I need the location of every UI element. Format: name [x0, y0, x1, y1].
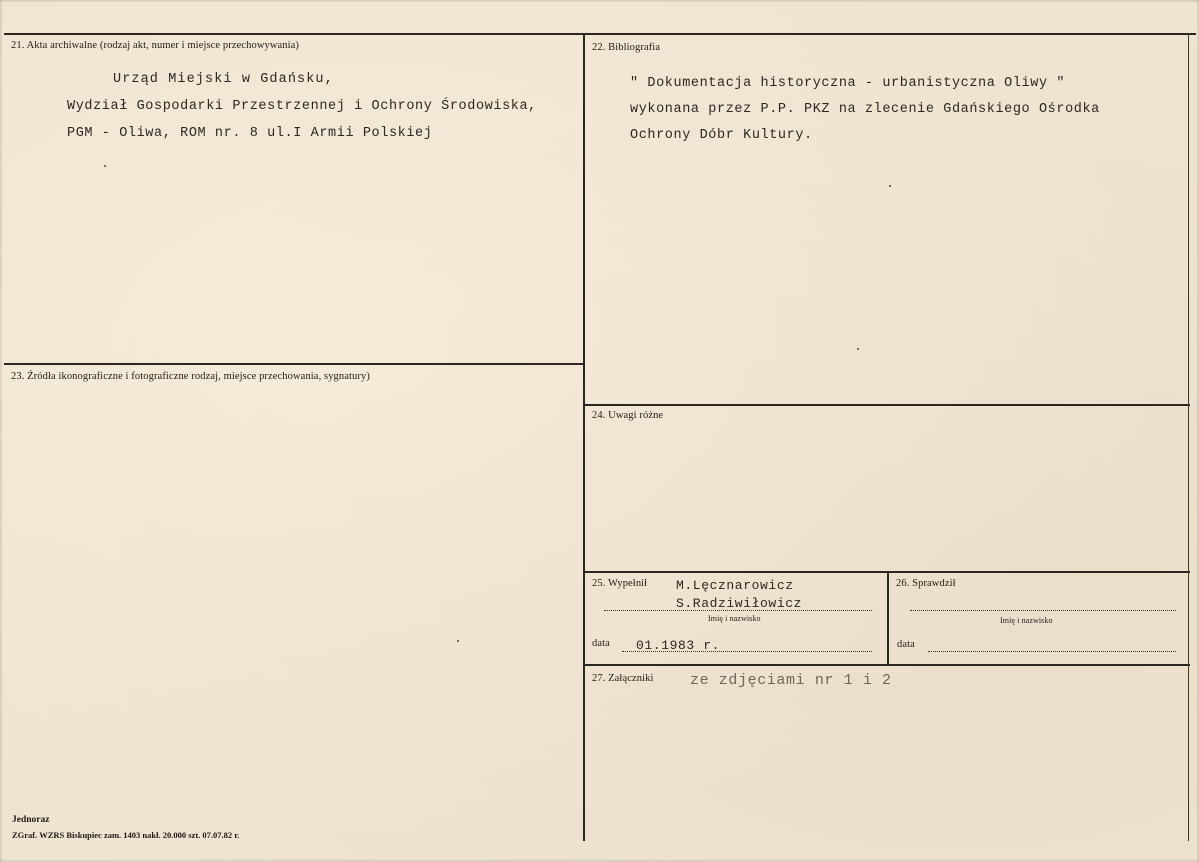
section-25-name-caption: Imię i nazwisko — [708, 614, 761, 623]
section-21-label: 21. Akta archiwalne (rodzaj akt, numer i miejsce przechowywania) — [11, 40, 300, 51]
paper-speck — [457, 640, 459, 642]
center-divider — [583, 33, 585, 841]
section-26-name-caption: Imię i nazwisko — [1000, 616, 1053, 625]
section-23-label: 23. Źródła ikonograficzne i fotograficzne rodzaj, miejsce przechowania, sygnatury) — [11, 371, 370, 382]
top-rule — [4, 33, 1196, 35]
paper-speck — [857, 348, 859, 350]
rule-22-24 — [584, 404, 1190, 406]
section-25-label: 25. Wypełnił — [592, 578, 648, 589]
section-25-name-1: M.Lęcznarowicz — [676, 578, 794, 593]
section-27-value: ze zdjęciami nr 1 i 2 — [690, 672, 892, 689]
section-21-line-3: PGM - Oliwa, ROM nr. 8 ul.I Armii Polskiej — [67, 126, 433, 141]
section-25-date-value: 01.1983 r. — [636, 638, 721, 653]
paper-speck — [889, 185, 891, 187]
rule-25-26 — [887, 571, 889, 664]
section-25-date-label: data — [592, 638, 610, 649]
footer-line-1: Jednoraz — [12, 815, 50, 825]
section-21-line-2: Wydział Gospodarki Przestrzennej i Ochrony Środowiska, — [67, 99, 537, 114]
section-21-line-1: Urząd Miejski w Gdańsku, — [113, 72, 334, 87]
section-26-name-line — [910, 610, 1176, 611]
section-24-label: 24. Uwagi różne — [592, 410, 664, 421]
footer-line-2: ZGraf. WZRS Biskupiec zam. 1403 nakł. 20.000 szt. 07.07.82 r. — [12, 830, 240, 840]
section-26-date-line — [928, 651, 1176, 652]
section-27-label: 27. Załączniki — [592, 673, 654, 684]
paper-speck — [104, 165, 106, 167]
section-26-label: 26. Sprawdził — [896, 578, 956, 589]
section-25-name-2: S.Radziwiłowicz — [676, 596, 803, 611]
section-22-label: 22. Bibliografia — [592, 42, 661, 53]
section-22-line-3: Ochrony Dóbr Kultury. — [630, 128, 813, 143]
rule-25-27 — [584, 664, 1190, 666]
section-26-date-label: data — [897, 639, 915, 650]
section-22-line-2: wykonana przez P.P. PKZ na zlecenie Gdańskiego Ośrodka — [630, 102, 1100, 117]
rule-21-23 — [4, 363, 584, 365]
right-edge — [1188, 33, 1189, 841]
section-22-line-1: " Dokumentacja historyczna - urbanistyczna Oliwy " — [630, 76, 1066, 91]
